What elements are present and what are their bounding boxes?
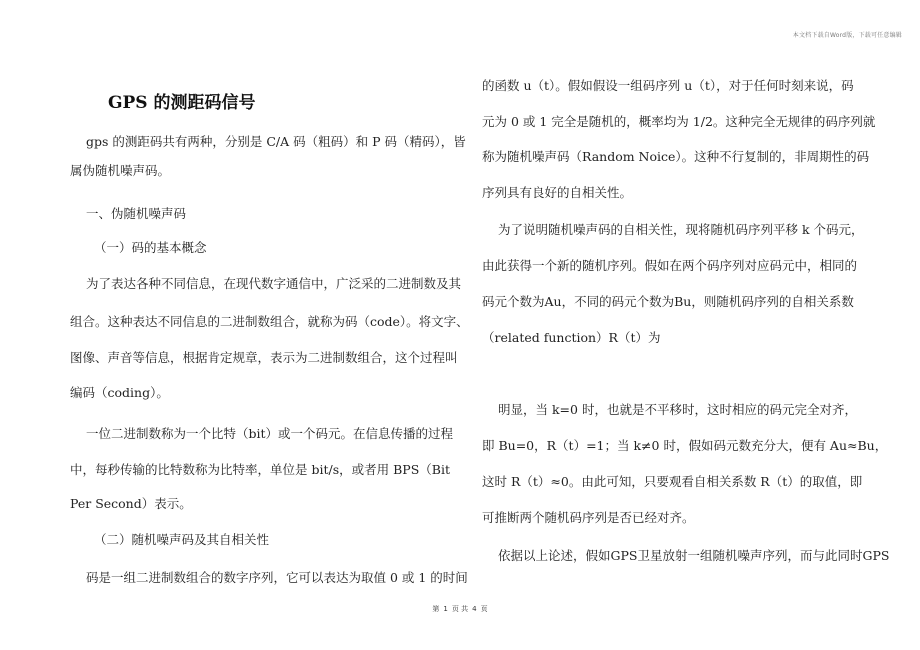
header-watermark: 本文档下载自Word版，下载可任意编辑 [792,32,902,39]
paragraph-line: Per Second）表示。 [70,496,192,511]
paragraph-line: gps 的测距码共有两种，分别是 C/A 码（粗码）和 P 码（精码），皆 [86,134,466,149]
subsection-heading: （二）随机噪声码及其自相关性 [94,532,270,547]
section-heading: 一、伪随机噪声码 [86,206,187,221]
page-suffix: 页 [480,605,488,613]
subsection-heading: （一）码的基本概念 [94,240,207,255]
document-title: GPS 的测距码信号 [108,93,256,113]
paragraph-line: 为了说明随机噪声码的自相关性，现将随机码序列平移 k 个码元， [498,222,864,237]
paragraph-line: 组合。这种表达不同信息的二进制数组合，就称为码（code）。将文字、 [70,314,469,329]
paragraph-line: 序列具有良好的自相关性。 [482,185,633,200]
paragraph-line: 明显，当 k=0 时，也就是不平移时，这时相应的码元完全对齐， [498,402,857,417]
paragraph-line: 码元个数为Au，不同的码元个数为Bu，则随机码序列的自相关系数 [482,294,854,309]
paragraph-line: 称为随机噪声码（Random Noice）。这种不行复制的，非周期性的码 [482,149,870,164]
paragraph-line: 的函数 u（t）。假如假设一组码序列 u（t），对于任何时刻来说，码 [482,78,854,93]
paragraph-line: 元为 0 或 1 完全是随机的，概率均为 1/2。这种完全无规律的码序列就 [482,114,876,129]
paragraph-line: 属伪随机噪声码。 [70,163,171,178]
paragraph-line: （related function）R（t）为 [482,330,661,345]
paragraph-line: 依据以上论述，假如GPS卫星放射一组随机噪声序列，而与此同时GPS [498,548,890,563]
paragraph-line: 由此获得一个新的随机序列。假如在两个码序列对应码元中，相同的 [482,258,858,273]
paragraph-line: 一位二进制数称为一个比特（bit）或一个码元。在信息传播的过程 [86,426,454,441]
paragraph-line: 这时 R（t）≈0。由此可知，只要观看自相关系数 R（t）的取值，即 [482,474,863,489]
page-mid: 页 共 [451,605,469,613]
page-total: 4 [472,605,477,613]
page-prefix: 第 [432,605,440,613]
paragraph-line: 中，每秒传输的比特数称为比特率，单位是 bit/s，或者用 BPS（Bit [70,462,450,477]
page-number: 1 [443,605,448,613]
paragraph-line: 图像、声音等信息，根据肯定规章，表示为二进制数组合，这个过程叫 [70,350,458,365]
paragraph-line: 码是一组二进制数组合的数字序列，它可以表达为取值 0 或 1 的时间 [86,570,468,585]
paragraph-line: 为了表达各种不同信息，在现代数字通信中，广泛采的二进制数及其 [86,276,462,291]
paragraph-line: 即 Bu=0，R（t）=1；当 k≠0 时，假如码元数充分大，便有 Au≈Bu， [482,438,888,453]
page-footer [0,604,920,614]
paragraph-line: 编码（coding）。 [70,385,169,400]
paragraph-line: 可推断两个随机码序列是否已经对齐。 [482,510,695,525]
